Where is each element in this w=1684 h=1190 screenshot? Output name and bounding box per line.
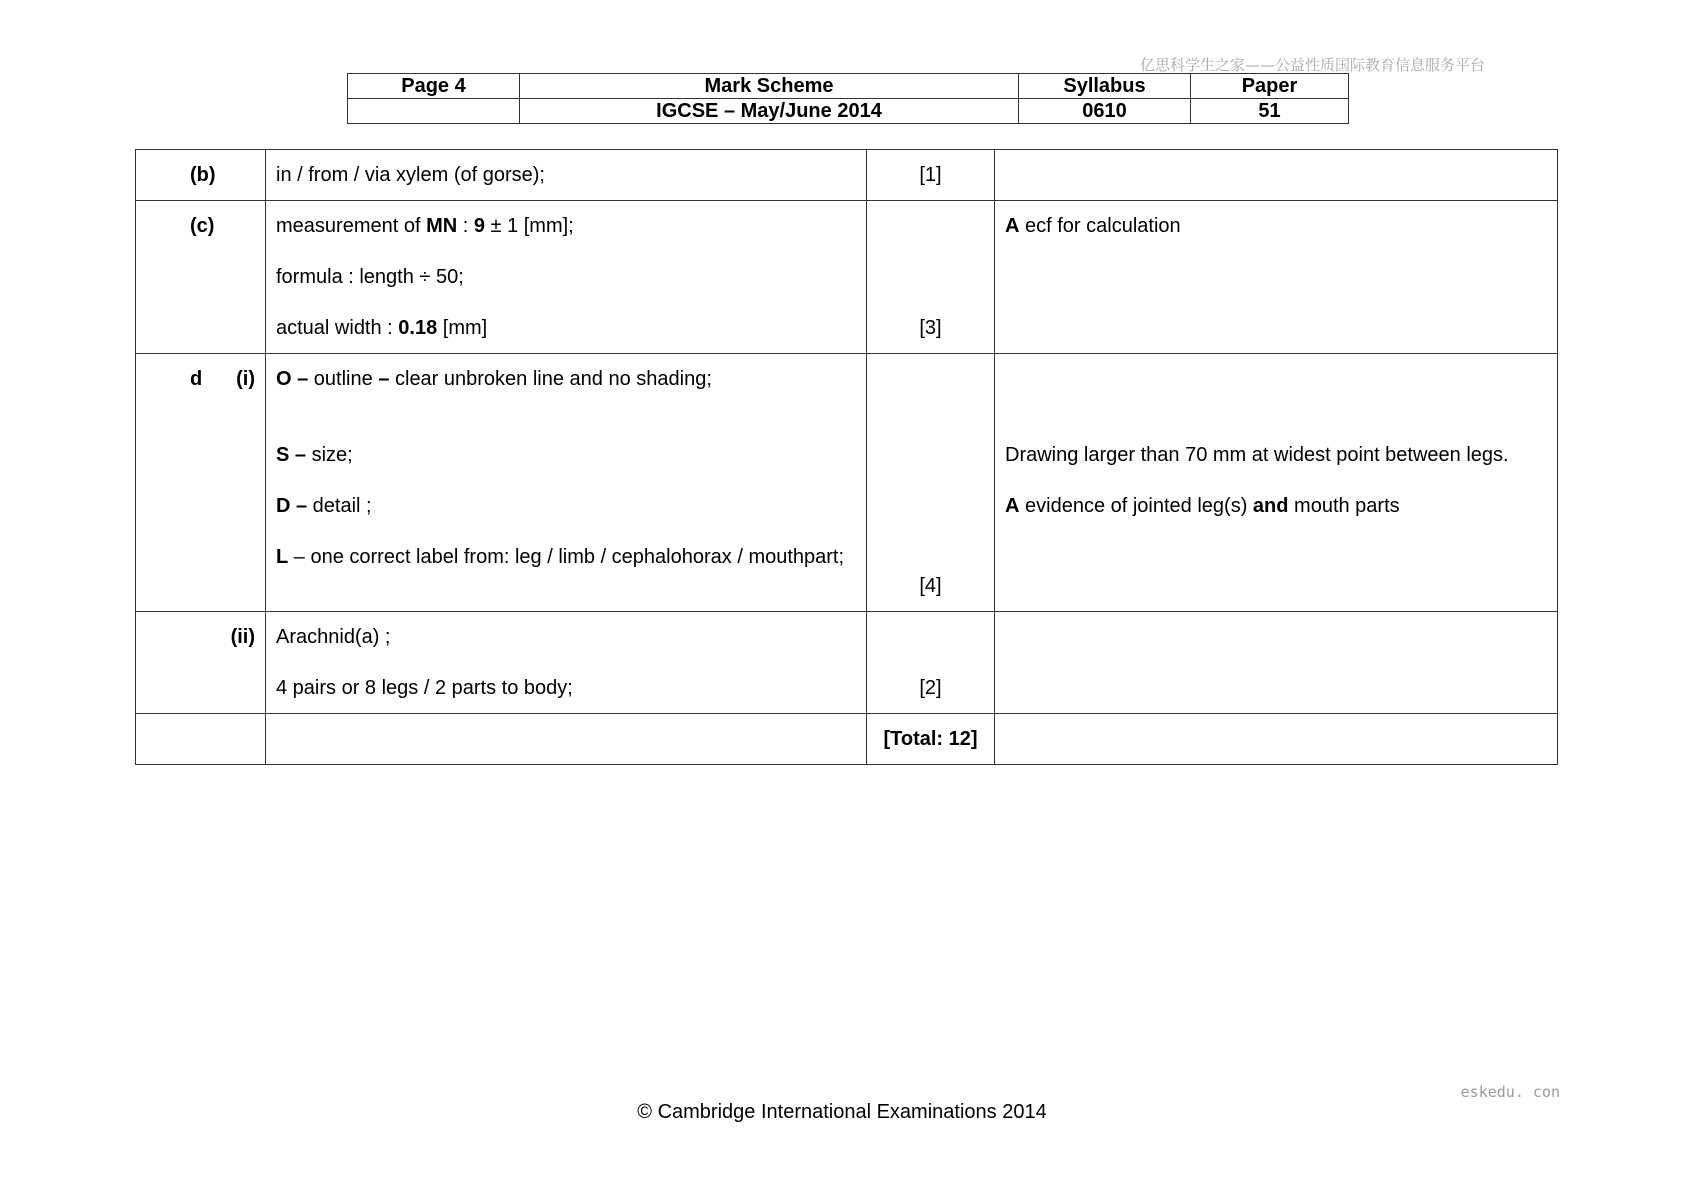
watermark-top: 亿思科学生之家——公益性质国际教育信息服务平台 [1140, 56, 1486, 74]
guidance-cell: A ecf for calculation [995, 201, 1558, 354]
question-number: d (i) [136, 354, 266, 612]
guidance-cell: Drawing larger than 70 mm at widest point between legs. A evidence of jointed leg(s) and mouth parts [995, 354, 1558, 612]
answer-cell: measurement of MN : 9 ± 1 [mm]; formula : length ÷ 50; actual width : 0.18 [mm] [266, 201, 867, 354]
header-syllabus-code: 0610 [1019, 99, 1191, 124]
mark-scheme-table [135, 149, 1558, 765]
header-syllabus: Syllabus [1019, 74, 1191, 99]
header-paper: Paper [1191, 74, 1349, 99]
mark-cell: [1] [867, 150, 995, 201]
question-number: (c) [136, 201, 266, 354]
header-page: Page 4 [348, 74, 520, 99]
empty-cell [995, 714, 1558, 765]
table-row-d-ii [136, 612, 1558, 714]
table-row-b [136, 150, 1558, 201]
mark-cell: [3] [867, 201, 995, 354]
guidance-cell [995, 150, 1558, 201]
header-exam: IGCSE – May/June 2014 [520, 99, 1019, 124]
table-row-c [136, 201, 1558, 354]
mark-cell: [4] [867, 354, 995, 612]
watermark-bottom: eskedu. con [1460, 1083, 1560, 1101]
copyright-footer: © Cambridge International Examinations 2014 [637, 1101, 1047, 1123]
guidance-cell [995, 612, 1558, 714]
answer-cell: in / from / via xylem (of gorse); [266, 150, 867, 201]
table-row-d-i [136, 354, 1558, 612]
header-mark-scheme: Mark Scheme [520, 74, 1019, 99]
header-paper-number: 51 [1191, 99, 1349, 124]
empty-cell [136, 714, 266, 765]
question-number: (b) [136, 150, 266, 201]
header-table [347, 73, 1349, 124]
answer-cell: Arachnid(a) ; 4 pairs or 8 legs / 2 parts to body; [266, 612, 867, 714]
mark-cell: [2] [867, 612, 995, 714]
answer-cell: O – outline – clear unbroken line and no shading; S – size; D – detail ; L – one correct label from: leg / limb / cephalohorax / mouthpart; [266, 354, 867, 612]
total-mark: [Total: 12] [867, 714, 995, 765]
header-empty [348, 99, 520, 124]
empty-cell [266, 714, 867, 765]
table-row-total [136, 714, 1558, 765]
question-number: (ii) [136, 612, 266, 714]
